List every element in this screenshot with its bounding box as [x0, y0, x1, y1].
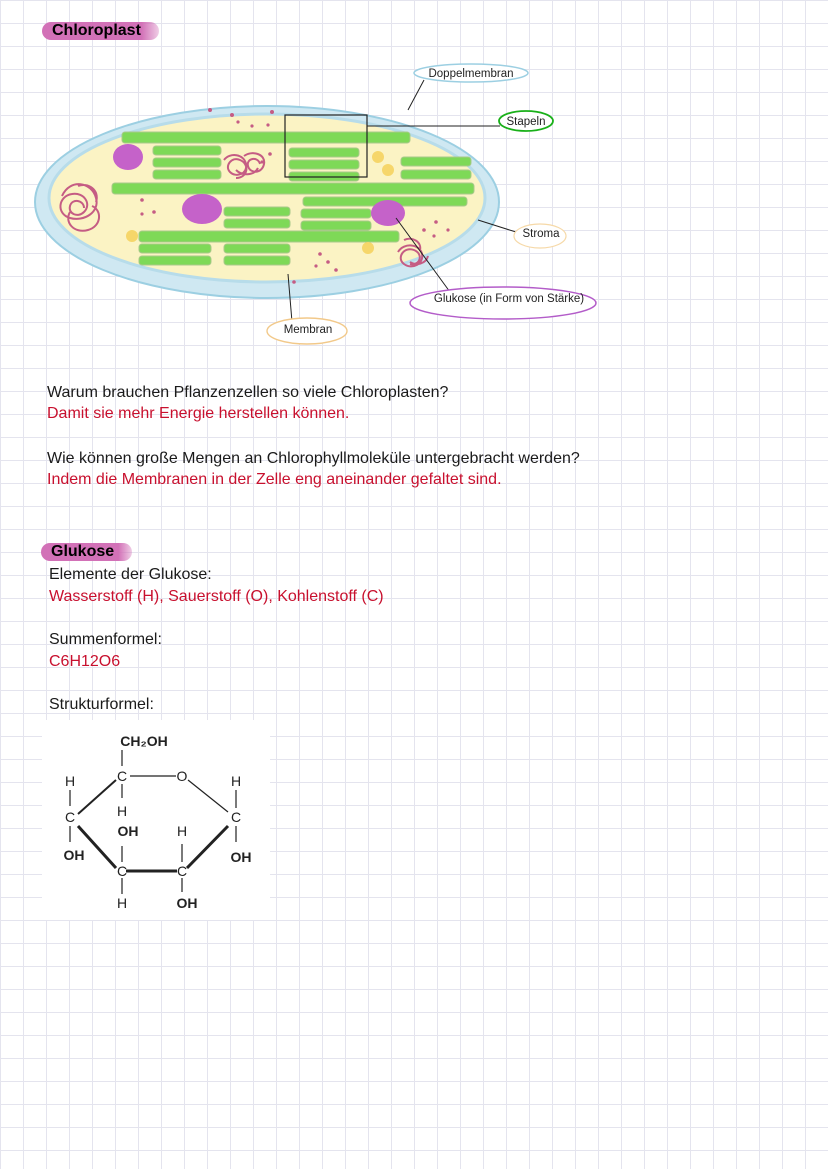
ribosome-dot	[152, 210, 156, 214]
lipid-droplet	[372, 151, 384, 163]
ribosome-dot	[266, 123, 269, 126]
atom-c-right: C	[230, 809, 242, 825]
atom-oh-mid: OH	[117, 823, 139, 839]
elements-label: Elemente der Glukose:	[49, 566, 212, 583]
lipid-droplet	[126, 230, 138, 242]
thylakoid	[224, 219, 290, 228]
ribosome-dot	[140, 198, 144, 202]
thylakoid	[224, 256, 290, 265]
atom-oh-right: OH	[230, 849, 252, 865]
lipid-droplet	[362, 242, 374, 254]
thylakoid	[153, 158, 221, 167]
elements-value: Wasserstoff (H), Sauerstoff (O), Kohlenstoff (C)	[49, 588, 384, 605]
answer-1: Damit sie mehr Energie herstellen können.	[47, 405, 350, 422]
thylakoid	[153, 146, 221, 155]
ribosome-dot	[270, 110, 274, 114]
atom-o-ring: O	[176, 768, 188, 784]
ribosome-dot	[230, 113, 234, 117]
ribosome-dot	[422, 228, 426, 232]
atom-ch2oh: CH₂OH	[120, 733, 168, 749]
label-stroma: Stroma	[522, 228, 560, 240]
ribosome-dot	[446, 228, 449, 231]
thylakoid	[153, 170, 221, 179]
answer-2: Indem die Membranen in der Zelle eng aneinander gefaltet sind.	[47, 471, 502, 488]
ribosome-dot	[260, 160, 263, 163]
lipid-droplet	[382, 164, 394, 176]
starch-granule	[182, 194, 222, 224]
starch-granule	[371, 200, 405, 226]
thylakoid	[139, 244, 211, 253]
formula-label: Summenformel:	[49, 631, 162, 648]
thylakoid	[289, 160, 359, 169]
glukose-heading: Glukose	[41, 543, 132, 561]
atom-c-left: C	[64, 809, 76, 825]
thylakoid	[224, 207, 290, 216]
label-doppelmembran: Doppelmembran	[428, 68, 514, 80]
label-stapeln: Stapeln	[506, 116, 546, 128]
thylakoid	[112, 183, 474, 194]
thylakoid	[301, 221, 371, 230]
atom-h-right: H	[230, 773, 242, 789]
atom-h-bottom: H	[116, 895, 128, 911]
thylakoid	[401, 157, 471, 166]
formula-value: C6H12O6	[49, 653, 121, 670]
ribosome-dot	[432, 234, 435, 237]
atom-oh-bottom: OH	[176, 895, 198, 911]
atom-c1: C	[116, 768, 128, 784]
label-membran: Membran	[283, 324, 333, 336]
chloroplast-heading: Chloroplast	[42, 22, 159, 40]
chloroplast-diagram	[0, 55, 828, 355]
glucose-structure-diagram	[42, 720, 270, 920]
ribosome-dot	[250, 124, 253, 127]
leader-line-doppelmembran	[408, 80, 424, 110]
atom-h-mid: H	[176, 823, 188, 839]
atom-c-bottom-right: C	[176, 863, 188, 879]
ribosome-dot	[434, 220, 438, 224]
ribosome-dot	[208, 108, 212, 112]
atom-oh-left: OH	[63, 847, 85, 863]
thylakoid	[139, 231, 399, 242]
ribosome-dot	[318, 252, 322, 256]
question-1: Warum brauchen Pflanzenzellen so viele Chloroplasten?	[47, 384, 449, 401]
thylakoid	[139, 256, 211, 265]
label-glukose: Glukose (in Form von Stärke)	[433, 293, 585, 305]
structure-label: Strukturformel:	[49, 696, 154, 713]
starch-granule	[113, 144, 143, 170]
ribosome-dot	[268, 152, 272, 156]
ribosome-dot	[140, 212, 143, 215]
thylakoid	[289, 148, 359, 157]
question-2: Wie können große Mengen an Chlorophyllmoleküle untergebracht werden?	[47, 450, 580, 467]
atom-h-left: H	[64, 773, 76, 789]
ribosome-dot	[236, 120, 239, 123]
thylakoid	[224, 244, 290, 253]
thylakoid	[301, 209, 371, 218]
ribosome-dot	[334, 268, 338, 272]
ribosome-dot	[326, 260, 330, 264]
atom-h-c1: H	[116, 803, 128, 819]
atom-c-bottom-left: C	[116, 863, 128, 879]
ribosome-dot	[314, 264, 317, 267]
thylakoid	[401, 170, 471, 179]
ribosome-dot	[292, 280, 296, 284]
